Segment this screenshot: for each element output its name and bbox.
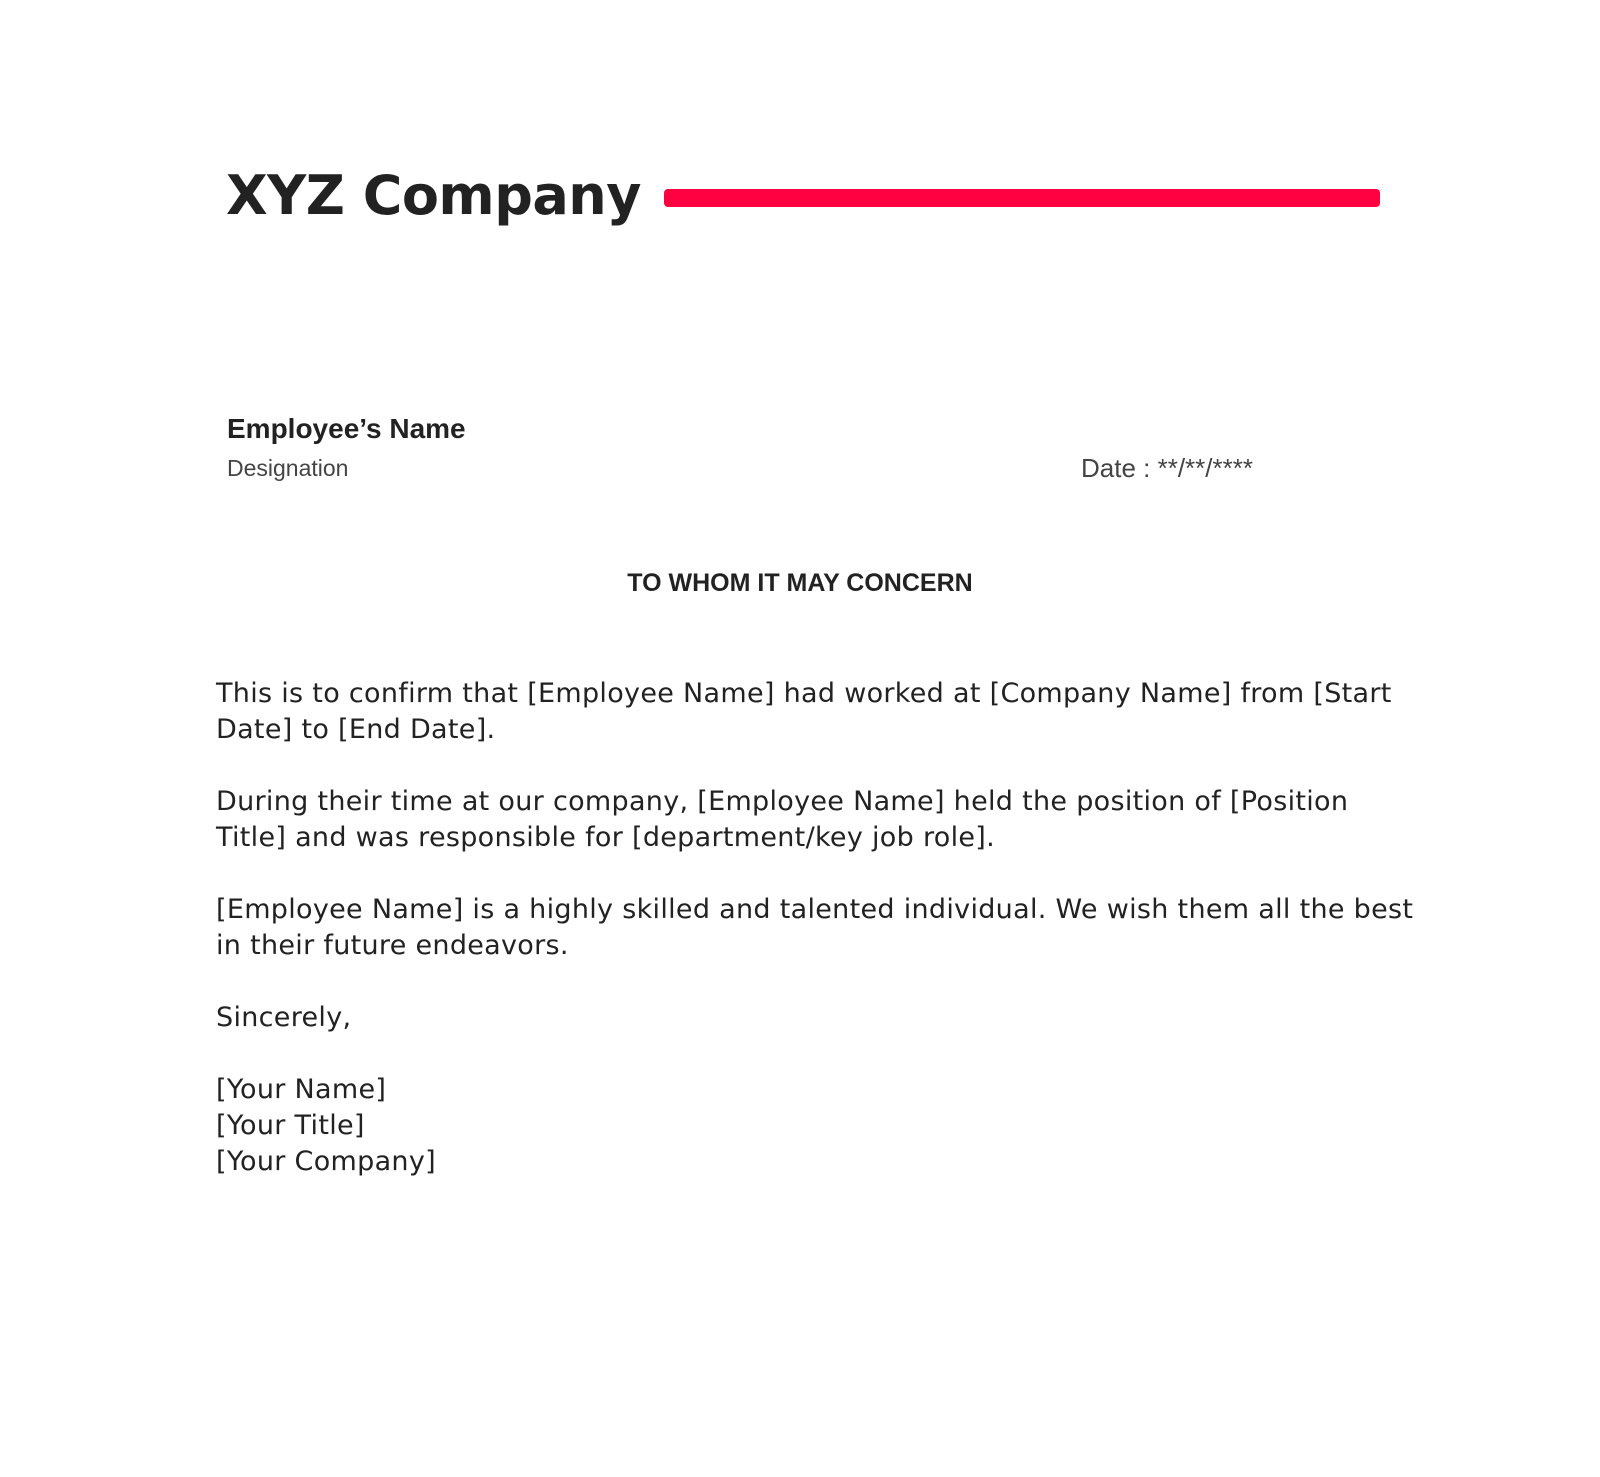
header-accent-bar [664, 189, 1380, 207]
paragraph-good-wishes: [Employee Name] is a highly skilled and talented individual. We wish them all the best in their future endeavors. [216, 894, 1414, 961]
letter-subject: TO WHOM IT MAY CONCERN [627, 569, 973, 597]
signature-company: [Your Company] [216, 1146, 436, 1177]
paragraph-employment-confirmation: This is to confirm that [Employee Name] had worked at [Company Name] from [Start Date] to [End Date]. [216, 678, 1392, 745]
company-name: XYZ Company [226, 164, 641, 227]
signature-title: [Your Title] [216, 1110, 365, 1141]
signature-block [216, 1072, 1416, 1180]
employee-designation: Designation [227, 455, 349, 481]
employee-name: Employee’s Name [227, 413, 466, 444]
paragraph-position: During their time at our company, [Employee Name] held the position of [Position Title] and was responsible for [department/key job role]. [216, 786, 1349, 853]
closing: Sincerely, [216, 1002, 352, 1033]
signature-name: [Your Name] [216, 1074, 387, 1105]
letter-date: Date : **/**/**** [1081, 453, 1253, 483]
